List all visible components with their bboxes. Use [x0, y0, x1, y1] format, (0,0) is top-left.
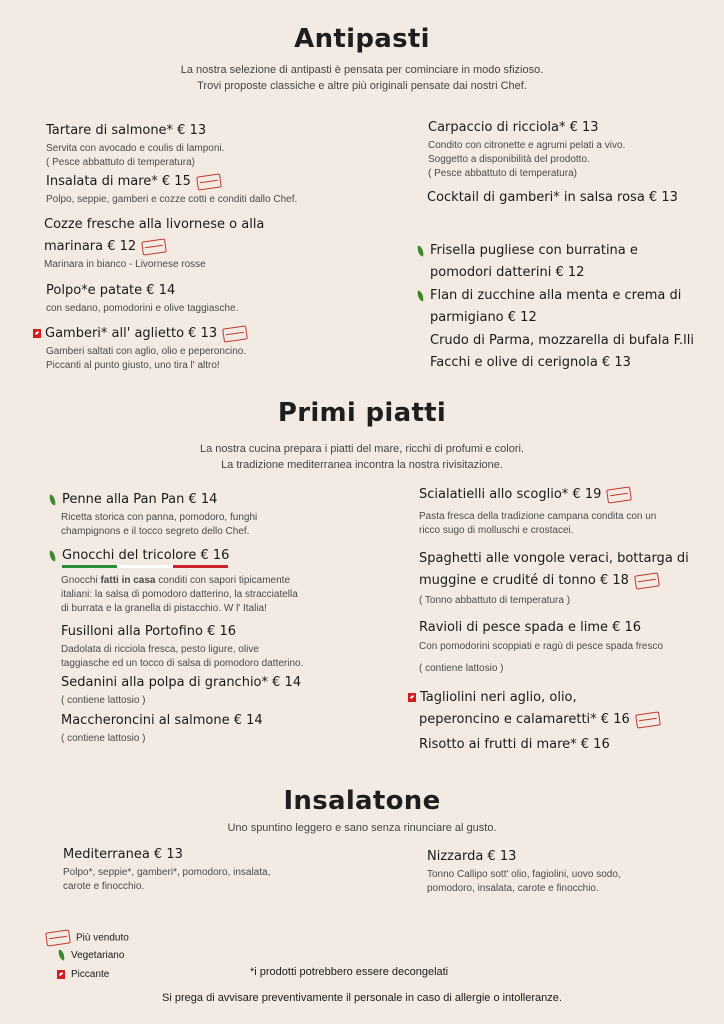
- insalatone-intro: Uno spuntino leggero e sano senza rinunciare al gusto.: [227, 822, 497, 834]
- menu-item: Cozze fresche alla livornese o alla marinara € 12 Marinara in bianco - Livornese rosse: [44, 217, 265, 270]
- menu-item: Crudo di Parma, mozzarella di bufala F.lli Facchi e olive di cerignola € 13: [430, 333, 694, 370]
- top-seller-icon: [141, 238, 167, 255]
- antipasti-title: Antipasti: [294, 24, 430, 54]
- leaf-icon: [416, 290, 425, 301]
- menu-item: Carpaccio di ricciola* € 13 Condito con citronette e agrumi pelati a vivo. Soggetto a disponibilità del prodotto. ( Pesce abbattuto di temperatura): [428, 120, 626, 179]
- menu-item: Gnocchi del tricolore € 16: [49, 545, 229, 567]
- menu-item: Ravioli di pesce spada e lime € 16 Con pomodorini scoppiati e ragù di pesce spada fresco ( contiene lattosio ): [419, 620, 664, 674]
- top-seller-icon: [607, 486, 633, 503]
- primi-title: Primi piatti: [277, 398, 447, 428]
- frozen-note: *i prodotti potrebbero essere decongelati: [250, 966, 449, 978]
- tricolore-divider: [62, 565, 228, 568]
- legend-vegetarian: Vegetariano: [58, 950, 124, 961]
- top-seller-icon: [45, 929, 71, 946]
- insalatone-title: Insalatone: [283, 786, 441, 816]
- menu-item: Frisella pugliese con burratina e pomodori datterini € 12: [417, 240, 638, 284]
- top-seller-icon: [635, 711, 661, 728]
- menu-item: Tagliolini neri aglio, olio, peperoncino e calamaretti* € 16: [408, 687, 660, 731]
- menu-item: Penne alla Pan Pan € 14 Ricetta storica con panna, pomodoro, funghi champignons e il tocco segreto dello Chef.: [49, 489, 257, 539]
- menu-item: Risotto ai frutti di mare* € 16: [419, 737, 610, 752]
- menu-item: Mediterranea € 13 Polpo*, seppie*, gamberi*, pomodoro, insalata, carote e finocchio.: [63, 847, 271, 892]
- leaf-icon: [48, 494, 57, 505]
- chili-icon: [408, 693, 416, 702]
- legend-spicy: Piccante: [57, 969, 109, 980]
- primi-intro: La nostra cucina prepara i piatti del mare, ricchi di profumi e colori. La tradizione mediterranea incontra la nostra rivisitazione.: [199, 443, 525, 471]
- legend-top-seller: Più venduto: [46, 931, 129, 945]
- menu-item: Sedanini alla polpa di granchio* € 14 ( contiene lattosio ): [61, 675, 302, 706]
- menu-item: Insalata di mare* € 15 Polpo, seppie, gamberi e cozze cotti e conditi dallo Chef.: [46, 174, 298, 205]
- menu-item-description: Gnocchi fatti in casa conditi con sapori tipicamente italiani: la salsa di pomodoro datterino, la stracciatella di burrata e la granella di pistacchio. W l' Italia!: [61, 575, 298, 614]
- chili-icon: [57, 970, 65, 979]
- menu-item: Nizzarda € 13 Tonno Callipo sott' olio, fagiolini, uovo sodo, pomodoro, insalata, carote e finocchio.: [427, 849, 621, 894]
- menu-item: Scialatielli allo scoglio* € 19 Pasta fresca della tradizione campana condita con un ricco sugo di molluschi e crostacei.: [419, 487, 657, 536]
- top-seller-icon: [222, 325, 248, 342]
- menu-item: Polpo*e patate € 14 con sedano, pomodorini e olive taggiasche.: [46, 283, 239, 314]
- allergy-note: Si prega di avvisare preventivamente il personale in caso di allergie o intolleranze.: [162, 992, 562, 1004]
- top-seller-icon: [196, 173, 222, 190]
- leaf-icon: [416, 245, 425, 256]
- leaf-icon: [57, 950, 66, 961]
- leaf-icon: [48, 550, 57, 561]
- menu-item: Fusilloni alla Portofino € 16 Dadolata di ricciola fresca, pesto ligure, olive taggiasche ed un tocco di salsa di pomodoro datterino.: [61, 624, 304, 669]
- menu-item: Gamberi* all' aglietto € 13 Gamberi saltati con aglio, olio e peperoncino. Piccanti al punto giusto, uno tira l' altro!: [33, 323, 247, 373]
- top-seller-icon: [634, 572, 660, 589]
- antipasti-intro: La nostra selezione di antipasti è pensata per cominciare in modo sfizioso. Trovi proposte classiche e altre più originali pensate dai nostri Chef.: [180, 64, 544, 92]
- chili-icon: [33, 329, 41, 338]
- menu-item: Cocktail di gamberi* in salsa rosa € 13: [427, 190, 678, 205]
- menu-item: Spaghetti alle vongole veraci, bottarga di muggine e crudité di tonno € 18 ( Tonno abbattuto di temperatura ): [419, 551, 689, 606]
- menu-item: Tartare di salmone* € 13 Servita con avocado e coulis di lamponi. ( Pesce abbattuto di temperatura): [46, 123, 225, 168]
- menu-item: Maccheroncini al salmone € 14 ( contiene lattosio ): [61, 713, 263, 744]
- menu-item: Flan di zucchine alla menta e crema di parmigiano € 12: [417, 285, 681, 329]
